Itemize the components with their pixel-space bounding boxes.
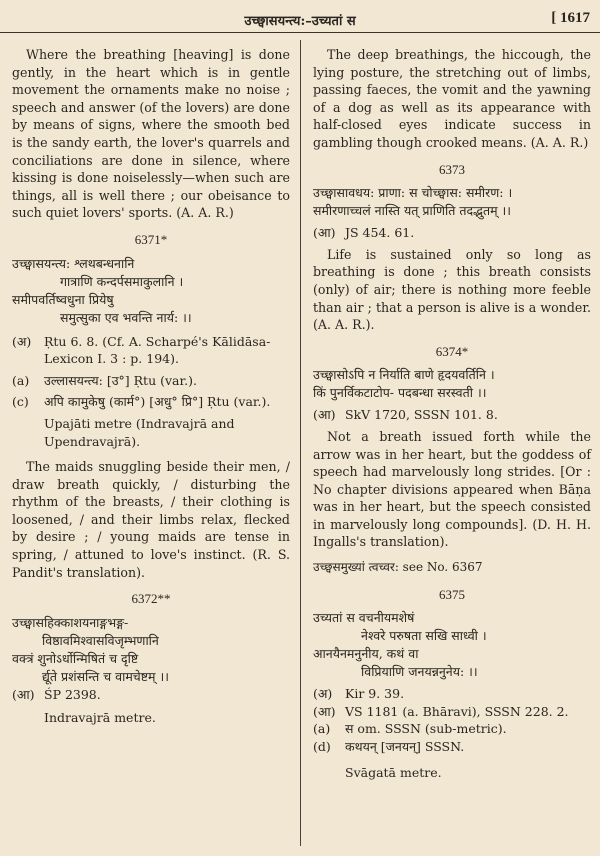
verse-line: उच्यतां स वचनीयमशेषं	[313, 610, 415, 626]
cross-reference: उच्छ्वसमुख्यां त्वच्वर: see No. 6367	[313, 560, 483, 575]
metre-text: Upajāti metre (Indravajrā and Upendravajrā).	[44, 415, 235, 449]
verse-line: उच्छ्वासावधय: प्राणा: स चोच्छ्वास: समीरण: ।	[313, 185, 513, 201]
variant-reading	[12, 372, 290, 390]
ref-tag: (आ)	[313, 407, 336, 423]
verse-6372	[12, 614, 290, 686]
verse-line: आनयैनमनुनीय, कथं वा	[313, 646, 419, 662]
ref-tag: (a)	[313, 721, 331, 737]
column-divider	[300, 40, 301, 846]
verse-line: उच्छ्वासहिक्काशयनाङ्गभङ्ग-	[12, 614, 129, 630]
metre-text: Indravajrā metre.	[44, 710, 156, 726]
translation-6370: Where the breathing [heaving] is done gently, in the heart which is in gentle movement the ornaments make no noise ; speech and answer (of the lovers) are done by means of signs, where the smooth bed is the sandy earth, the lover's quarrels and conciliations are done in silence, where kissing is done noiselessly—when such are things, all is well there ; our obeisance to such quiet lovers' sports. (A. A. R.)	[12, 47, 290, 221]
verse-line: समुत्सुका एव भवन्ति नार्य: ।।	[60, 309, 192, 325]
ref-text: स om. SSSN (sub-metric).	[345, 721, 507, 737]
ref-tag: (d)	[313, 739, 331, 755]
running-header	[0, 8, 600, 33]
verse-line: र्द्यूते प्रशंसन्ति च वामचेष्टम् ।।	[42, 668, 169, 684]
header-title: उच्छ्वासयन्त्य:–उच्यतां स	[244, 14, 356, 29]
ref-text: उल्लासयन्त्य: [उ°] Ṛtu (var.).	[44, 372, 197, 388]
verse-number-6372: 6372**	[131, 591, 171, 607]
verse-number-6373: 6373	[439, 161, 465, 177]
verse-line: समीपवर्तिष्वधुना प्रियेषु	[12, 291, 114, 307]
metre-text: Svāgatā metre.	[345, 764, 442, 780]
metre-note	[313, 764, 591, 782]
page-number: [ 1617	[551, 10, 590, 26]
verse-line: उच्छ्वासोऽपि न निर्याति बाणे हृदयवर्तिनि ।	[313, 367, 495, 383]
source-reference	[313, 703, 591, 721]
verse-line: गात्राणि कन्दर्पसमाकुलानि ।	[60, 273, 184, 289]
verse-number-6374: 6374*	[435, 343, 469, 359]
source-reference	[313, 406, 591, 424]
verse-line: समीरणाच्चलं नास्ति यत् प्राणिति तदद्भुतम् ।।	[313, 203, 512, 219]
ref-tag: (अ)	[12, 333, 32, 349]
verse-number-6375: 6375	[439, 586, 465, 602]
ref-tag: (आ)	[313, 225, 336, 241]
ref-text: JS 454. 61.	[345, 225, 415, 241]
ref-tag: (c)	[12, 394, 29, 410]
verse-6374	[313, 366, 591, 402]
ref-text: अपि कामुकेषु (कार्म°) [अधु° प्रि°] Ṛtu (var.).	[44, 394, 271, 410]
variant-reading	[313, 720, 591, 738]
verse-6371	[12, 255, 290, 327]
ref-tag: (आ)	[12, 686, 35, 702]
metre-note	[12, 709, 290, 727]
ref-text: VS 1181 (a. Bhāravi), SSSN 228. 2.	[345, 703, 569, 719]
verse-line: किं पुनर्विकटाटोप- पदबन्धा सरस्वती ।।	[313, 385, 487, 401]
metre-note	[12, 415, 290, 450]
source-reference	[313, 224, 591, 242]
source-reference	[313, 685, 591, 703]
verse-line: विष्ठावमिश्वासविजृम्भणानि	[42, 632, 159, 648]
verse-line: नेश्वरे परुषता सखि साध्वी ।	[361, 628, 487, 644]
ref-tag: (a)	[12, 372, 30, 388]
variant-reading	[313, 738, 591, 756]
right-column	[313, 46, 591, 781]
ref-text: SkV 1720, SSSN 101. 8.	[345, 407, 498, 423]
ref-text: कथयन् [जनयन्] SSSN.	[345, 739, 465, 755]
ref-text: Kir 9. 39.	[345, 686, 405, 702]
translation-6374: Not a breath issued forth while the arrow was in her heart, but the goddess of speech had marvelously long strides. [Or : No chapter divisions appeared when Bāṇa was in her heart, but the speech consisted in marvelously long compounds]. (D. H. H. Ingalls's translation).	[313, 428, 591, 550]
translation-6373: Life is sustained only so long as breathing is done ; this breath consists (only) of air; there is nothing more feeble than air ; that a person is alive is a wonder. (A. A. R.).	[313, 246, 591, 333]
verse-line: उच्छ्वासयन्त्य: श्लथबन्धनानि	[12, 255, 135, 271]
verse-number-6371: 6371*	[134, 231, 168, 247]
source-reference	[12, 333, 290, 368]
verse-line: विप्रियाणि जनयन्ननुनेय: ।।	[361, 664, 478, 680]
verse-line: वक्त्रं शुनोऽर्धोन्मिषितं च दृष्टि	[12, 650, 139, 666]
left-column	[12, 46, 290, 727]
ref-text: ŚP 2398.	[44, 686, 101, 702]
source-reference	[12, 686, 290, 704]
verse-6373	[313, 184, 591, 220]
ref-text: Ṛtu 6. 8. (Cf. A. Scharpé's Kālidāsa-Lexicon I. 3 : p. 194).	[44, 333, 271, 367]
translation-6372: The deep breathings, the hiccough, the lying posture, the stretching out of limbs, passing faeces, the vomit and the yawning of a dog as well as its appearance with half-closed eyes indicate success in gambling though crooked means. (A. A. R.)	[313, 47, 591, 150]
verse-6375	[313, 609, 591, 681]
ref-tag: (अ)	[313, 686, 333, 702]
translation-6371: The maids snuggling beside their men, / draw breath quickly, / disturbing the rhythm of the breasts, / their clothing is loosened, / and their limbs relax, flecked by desire ; / young maids are tense in spring, / attuned to love's instinct. (R. S. Pandit's translation).	[12, 459, 290, 580]
variant-reading	[12, 393, 290, 411]
ref-tag: (आ)	[313, 703, 336, 719]
